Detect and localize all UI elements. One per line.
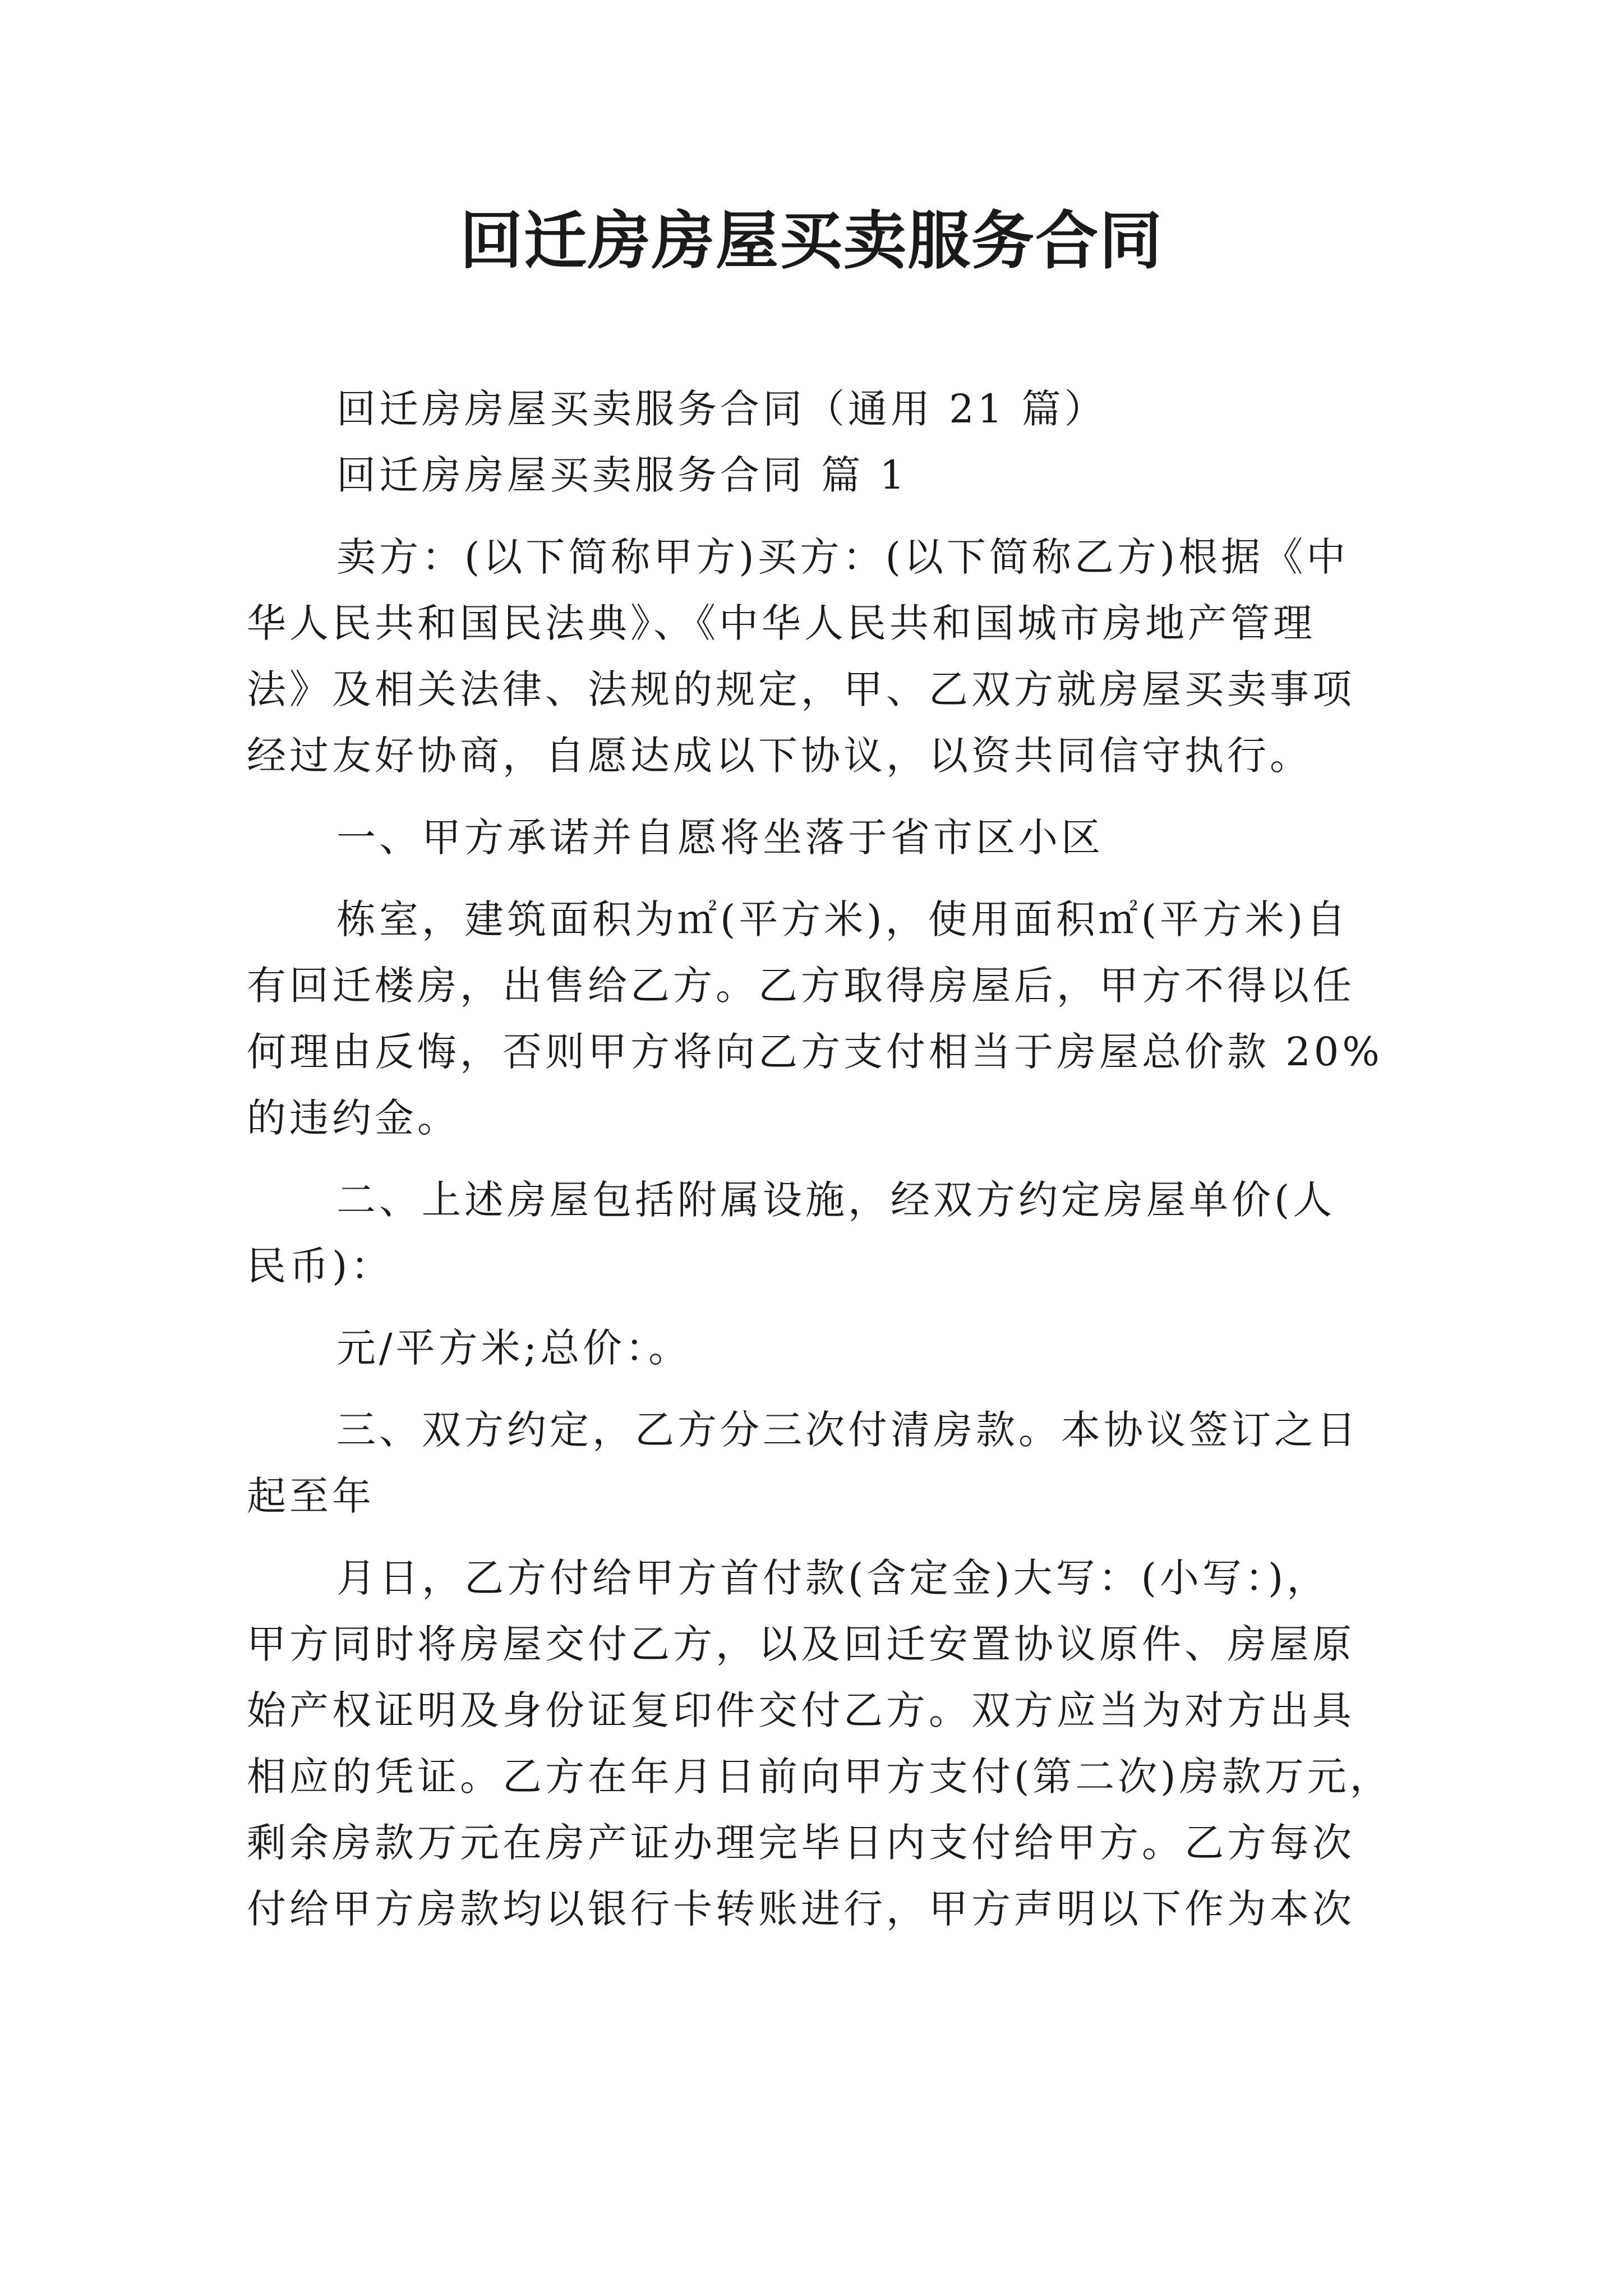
paragraph-line: 卖方：(以下简称甲方)买方：(以下简称乙方)根据《中 <box>336 534 1349 580</box>
paragraph-line: 法》及相关法律、法规的规定，甲、乙双方就房屋买卖事项 <box>247 666 1355 712</box>
paragraph-line: 二、上述房屋包括附属设施，经双方约定房屋单价(人 <box>336 1177 1336 1223</box>
paragraph-line: 三、双方约定，乙方分三次付清房款。本协议签订之日 <box>336 1407 1359 1453</box>
paragraph-line: 付给甲方房款均以银行卡转账进行，甲方声明以下作为本次 <box>247 1886 1355 1932</box>
paragraph-line: 有回迁楼房，出售给乙方。乙方取得房屋后，甲方不得以任 <box>247 963 1355 1009</box>
paragraph-line: 栋室，建筑面积为㎡(平方米)，使用面积㎡(平方米)自 <box>336 896 1349 942</box>
paragraph-line: 华人民共和国民法典》、《中华人民共和国城市房地产管理 <box>247 600 1316 646</box>
document-title: 回迁房房屋买卖服务合同 <box>460 205 1163 278</box>
paragraph-line: 始产权证明及身份证复印件交付乙方。双方应当为对方出具 <box>247 1687 1355 1733</box>
paragraph-line: 民币)： <box>247 1243 394 1289</box>
paragraph-line: 经过友好协商，自愿达成以下协议，以资共同信守执行。 <box>247 733 1312 779</box>
paragraph-line: 月日，乙方付给甲方首付款(含定金)大写：(小写：)， <box>336 1555 1330 1601</box>
paragraph-line: 甲方同时将房屋交付乙方，以及回迁安置协议原件、房屋原 <box>247 1621 1355 1667</box>
paragraph-line: 的违约金。 <box>247 1095 460 1141</box>
document-body <box>247 376 1393 1942</box>
paragraph-line: 元/平方米;总价：。 <box>336 1325 691 1371</box>
paragraph-line: 剩余房款万元在房产证办理完毕日内支付给甲方。乙方每次 <box>247 1820 1355 1866</box>
paragraph-line: 何理由反悔，否则甲方将向乙方支付相当于房屋总价款 20% <box>247 1029 1383 1075</box>
subtitle-line: 回迁房房屋买卖服务合同（通用 21 篇） <box>336 386 1107 432</box>
paragraph-line: 一、甲方承诺并自愿将坐落于省市区小区 <box>336 815 1104 861</box>
paragraph-line: 起至年 <box>247 1473 375 1519</box>
section-heading-line: 回迁房房屋买卖服务合同 篇 1 <box>336 452 909 498</box>
paragraph-line: 相应的凭证。乙方在年月日前向甲方支付(第二次)房款万元， <box>247 1754 1393 1800</box>
